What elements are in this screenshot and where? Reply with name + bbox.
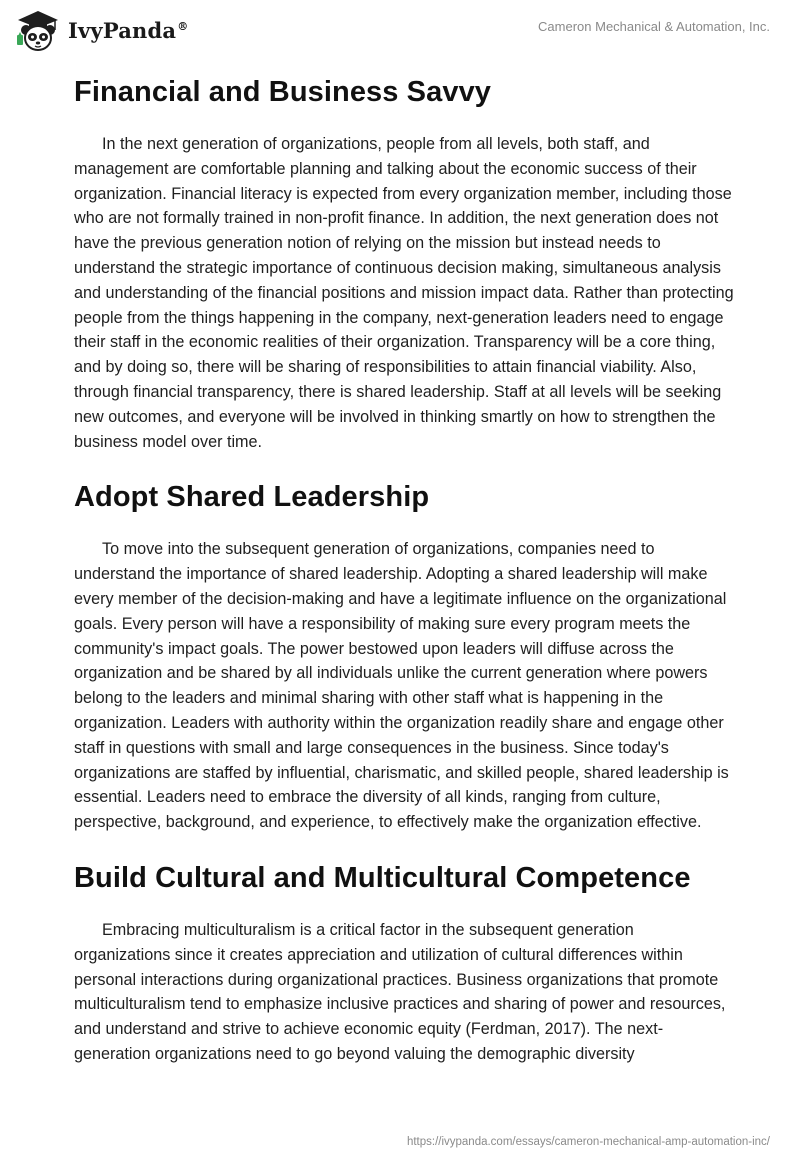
section-heading: Build Cultural and Multicultural Competence [74, 861, 691, 894]
registered-mark: ® [177, 19, 189, 33]
section-paragraph: In the next generation of organizations, people from all levels, both staff, and management are comfortable planning and talking about the economic success of their organization. Financial literacy is expected from every organization member, including those who are not formally trained in non-profit finance. In addition, the next generation does not have the previous generation notion of relying on the mission but instead needs to understand the strategic importance of continuous decision making, simultaneous analysis and understanding of the financial positions and mission impact data. Rather than protecting people from the things happening in the company, next-generation leaders need to engage their staff in the economic realities of their organization. Transparency will be a core thing, and by doing so, there will be sharing of responsibilities to attain financial viability. Also, through financial transparency, there is shared leadership. Staff at all levels will be seeking new outcomes, and everyone will be involved in thinking smartly on how to strengthen the business model over time. [74, 135, 734, 451]
source-url[interactable]: https://ivypanda.com/essays/cameron-mechanical-amp-automation-inc/ [406, 1136, 770, 1148]
ivypanda-logo[interactable] [14, 8, 188, 52]
page-header [0, 0, 800, 60]
section-paragraph: Embracing multiculturalism is a critical factor in the subsequent generation organizations since it creates appreciation and utilization of cultural differences within personal interactions during organizational practices. Business organizations that promote multiculturalism tend to emphasize inclusive practices and sharing of power and resources, and understand and strive to achieve economic equity (Ferdman, 2017). The next-generation organizations need to go beyond valuing the demographic diversity [74, 920, 726, 1063]
essay-content [74, 68, 734, 1086]
section-heading: Adopt Shared Leadership [74, 481, 430, 514]
panda-graduate-icon [14, 8, 62, 52]
brand-name: IvyPanda® [68, 17, 189, 43]
section-shared-leadership [74, 473, 734, 835]
section-financial-savvy [74, 68, 734, 454]
document-title: Cameron Mechanical & Automation, Inc. [538, 19, 770, 34]
section-paragraph: To move into the subsequent generation of organizations, companies need to understand the importance of shared leadership. Adopting a shared leadership will make every member of the decision-making and have a legitimate influence on the organizational goals. Every person will have a responsibility of making sure every program meets the community's impact goals. The power bestowed upon leaders will diffuse across the organization and be shared by all individuals unlike the current generation where powers belong to the leaders and minimal sharing with other staff what is happening in the organization. Leaders with authority within the organization readily share and engage other staff in questions with small and large consequences in the business. Since today's organizations are staffed by influential, charismatic, and skilled people, shared leadership is essential. Leaders need to embrace the diversity of all kinds, ranging from culture, perspective, background, and experience, to effectively make the organization effective. [74, 540, 729, 832]
section-multicultural-competence [74, 854, 734, 1067]
section-heading: Financial and Business Savvy [74, 76, 492, 108]
